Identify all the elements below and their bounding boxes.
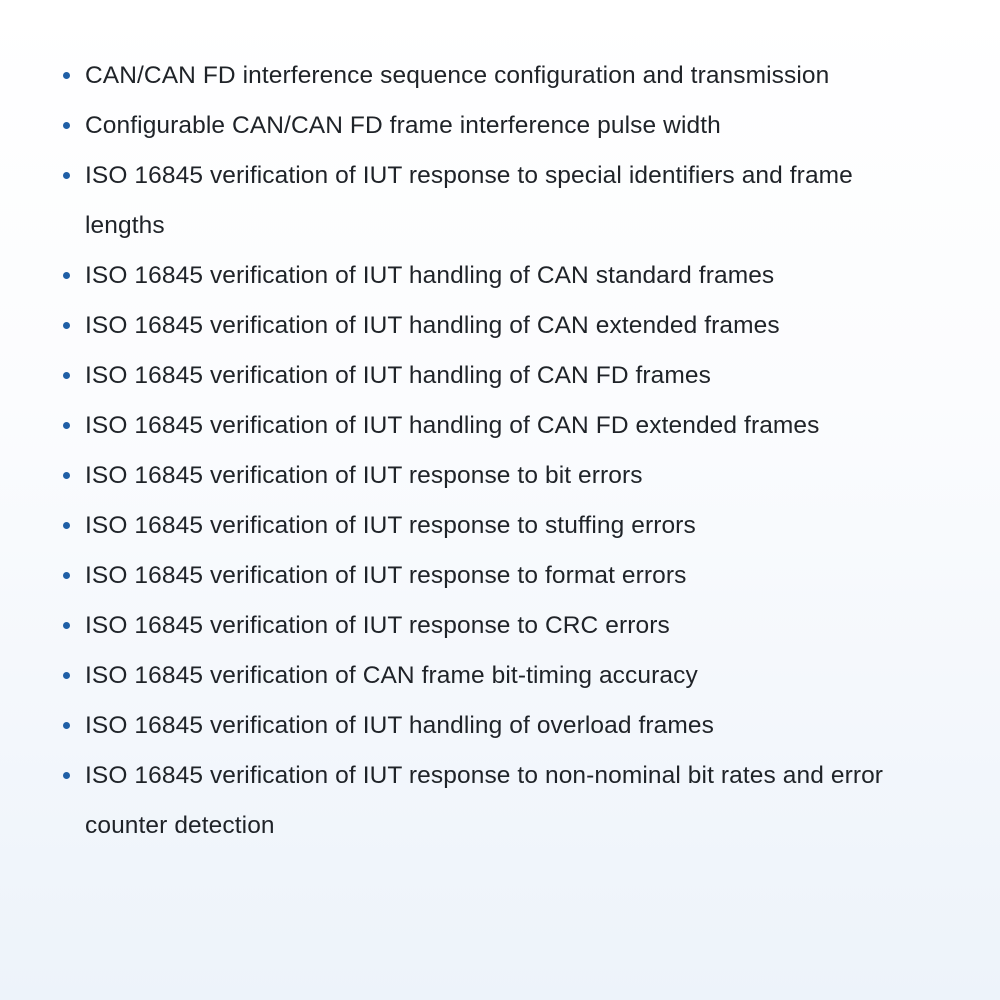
bullet-icon [63,422,70,429]
list-item-text: ISO 16845 verification of IUT handling of CAN standard frames [85,262,775,289]
list-item-text: ISO 16845 verification of IUT handling of overload frames [85,712,714,739]
list-item-text: CAN/CAN FD interference sequence configuration and transmission [85,62,830,89]
list-item [85,701,935,751]
bullet-icon [63,72,70,79]
list-item-text: Configurable CAN/CAN FD frame interference pulse width [85,112,721,139]
list-item [85,501,935,551]
bullet-icon [63,322,70,329]
list-item [85,51,935,101]
list-item [85,551,935,601]
list-item-text: ISO 16845 verification of IUT response to special identifiers and frame lengths [85,162,853,239]
bullet-icon [63,622,70,629]
list-item [85,101,935,151]
list-item [85,151,935,251]
list-item [85,401,935,451]
list-item [85,601,935,651]
bullet-icon [63,272,70,279]
list-item-text: ISO 16845 verification of IUT handling of CAN extended frames [85,312,780,339]
list-item-text: ISO 16845 verification of IUT response to non-nominal bit rates and error counter detection [85,762,884,839]
list-item [85,351,935,401]
list-item [85,751,935,851]
list-item-text: ISO 16845 verification of IUT response to stuffing errors [85,512,696,539]
bullet-icon [63,722,70,729]
list-item [85,651,935,701]
bullet-icon [63,672,70,679]
list-item-text: ISO 16845 verification of IUT response to bit errors [85,462,643,489]
bullet-icon [63,572,70,579]
list-item-text: ISO 16845 verification of CAN frame bit-timing accuracy [85,662,698,689]
bullet-icon [63,122,70,129]
bullet-icon [63,172,70,179]
list-item-text: ISO 16845 verification of IUT response to format errors [85,562,687,589]
list-item-text: ISO 16845 verification of IUT response to CRC errors [85,612,670,639]
bullet-icon [63,522,70,529]
bullet-icon [63,372,70,379]
list-item [85,301,935,351]
bullet-icon [63,472,70,479]
list-item [85,451,935,501]
feature-list [0,51,935,851]
list-item-text: ISO 16845 verification of IUT handling of CAN FD extended frames [85,412,820,439]
list-item [85,251,935,301]
list-item-text: ISO 16845 verification of IUT handling of CAN FD frames [85,362,711,389]
bullet-icon [63,772,70,779]
